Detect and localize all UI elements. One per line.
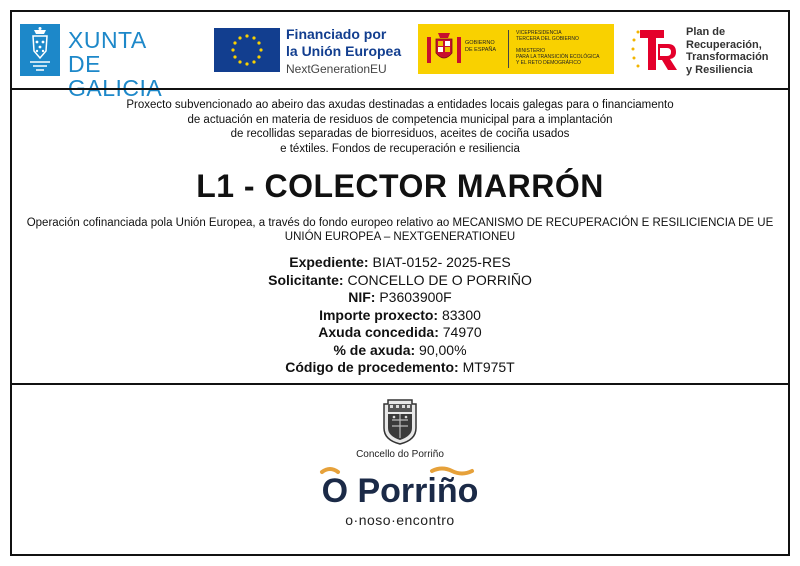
field-value: 90,00% bbox=[419, 341, 467, 358]
vicepresidencia-line2: TERCERA DEL GOBIERNO bbox=[516, 36, 579, 42]
xunta-shield-icon bbox=[20, 24, 60, 76]
field-solicitante bbox=[12, 272, 788, 290]
field-label: Código de procedemento: bbox=[285, 359, 459, 375]
field-label: Expediente: bbox=[289, 254, 369, 270]
gobierno-line1: GOBIERNO bbox=[465, 40, 495, 46]
operation-line1: Operación cofinanciada pola Unión Europea, a través do fondo europeo relativo ao MECANISMO DE RECUPERACIÓN E RESILICIENCIA DE UE bbox=[26, 217, 774, 229]
plan-line1: Plan de bbox=[686, 26, 726, 38]
poster-frame bbox=[10, 10, 790, 556]
porrino-wordmark bbox=[312, 464, 488, 510]
field-nif bbox=[12, 289, 788, 307]
field-codigo bbox=[12, 359, 788, 377]
gobierno-divider bbox=[508, 30, 509, 68]
plan-line3: Transformación bbox=[686, 51, 769, 63]
field-value: P3603900F bbox=[379, 289, 452, 305]
spain-coat-of-arms-icon bbox=[424, 29, 464, 69]
plan-recuperacion-icon bbox=[630, 24, 680, 74]
field-importe bbox=[12, 307, 788, 325]
field-label: NIF: bbox=[348, 289, 376, 305]
field-label: Importe proxecto: bbox=[319, 306, 439, 323]
eu-line2: la Unión Europea bbox=[286, 43, 402, 59]
eu-line3: NextGenerationEU bbox=[286, 62, 387, 76]
intro-line2: de actuación en materia de residuos de competencia municipal para a implantación bbox=[187, 113, 613, 126]
field-expediente bbox=[12, 254, 788, 272]
intro-line3: de recollidas separadas de biorresiduos, aceites de cociña usados bbox=[230, 128, 570, 140]
operation-text bbox=[12, 216, 788, 244]
field-value: CONCELLO DE O PORRIÑO bbox=[347, 271, 532, 288]
concello-motto: o·noso·encontro bbox=[345, 512, 455, 528]
xunta-line2: DE GALICIA bbox=[68, 51, 163, 101]
field-label: Axuda concedida: bbox=[318, 324, 439, 340]
operation-line2: UNIÓN EUROPEA – NEXTGENERATIONEU bbox=[284, 231, 516, 243]
plan-line2: Recuperación, bbox=[686, 38, 762, 51]
porrino-wordmark-text: O Porriño bbox=[321, 472, 479, 510]
field-label: % de axuda: bbox=[333, 341, 416, 358]
concello-logo bbox=[312, 398, 488, 548]
eu-funding-logo bbox=[214, 24, 404, 78]
intro-line1: Proxecto subvencionado ao abeiro das axudas destinadas a entidades locais galegas para o financiamento bbox=[126, 99, 674, 111]
plan-line4: y Resiliencia bbox=[686, 63, 753, 76]
xunta-logo bbox=[20, 24, 198, 101]
concello-shield-icon bbox=[380, 398, 420, 446]
logo-bar bbox=[12, 12, 788, 101]
intro-line4: e téxtiles. Fondos de recuperación e resiliencia bbox=[280, 142, 520, 155]
field-axuda bbox=[12, 324, 788, 342]
top-divider bbox=[12, 88, 788, 90]
plan-recuperacion-logo bbox=[630, 24, 786, 78]
field-label: Solicitante: bbox=[268, 271, 344, 288]
ministerio-line2: PARA LA TRANSICIÓN ECOLÓGICA bbox=[516, 54, 600, 60]
field-value: 83300 bbox=[441, 306, 481, 323]
eu-line1: Financiado por bbox=[286, 26, 387, 42]
ministerio-line1: MINISTERIO bbox=[516, 48, 546, 54]
field-value: 74970 bbox=[442, 324, 482, 340]
project-intro bbox=[12, 98, 788, 156]
ministerio-line3: Y EL RETO DEMOGRÁFICO bbox=[516, 60, 581, 66]
xunta-line1: XUNTA bbox=[68, 27, 147, 53]
eu-flag-icon bbox=[214, 28, 280, 72]
field-value: BIAT-0152- 2025-RES bbox=[372, 254, 511, 270]
gobierno-line2: DE ESPAÑA bbox=[465, 46, 497, 53]
field-porcentaxe bbox=[12, 342, 788, 360]
page-title: L1 - COLECTOR MARRÓN bbox=[196, 168, 604, 204]
vicepresidencia-line1: VICEPRESIDENCIA bbox=[516, 30, 562, 36]
concello-label: Concello do Porriño bbox=[356, 449, 444, 460]
field-value: MT975T bbox=[462, 359, 515, 375]
gobierno-logo bbox=[418, 24, 614, 74]
bottom-divider bbox=[12, 383, 788, 385]
project-fields bbox=[12, 254, 788, 377]
